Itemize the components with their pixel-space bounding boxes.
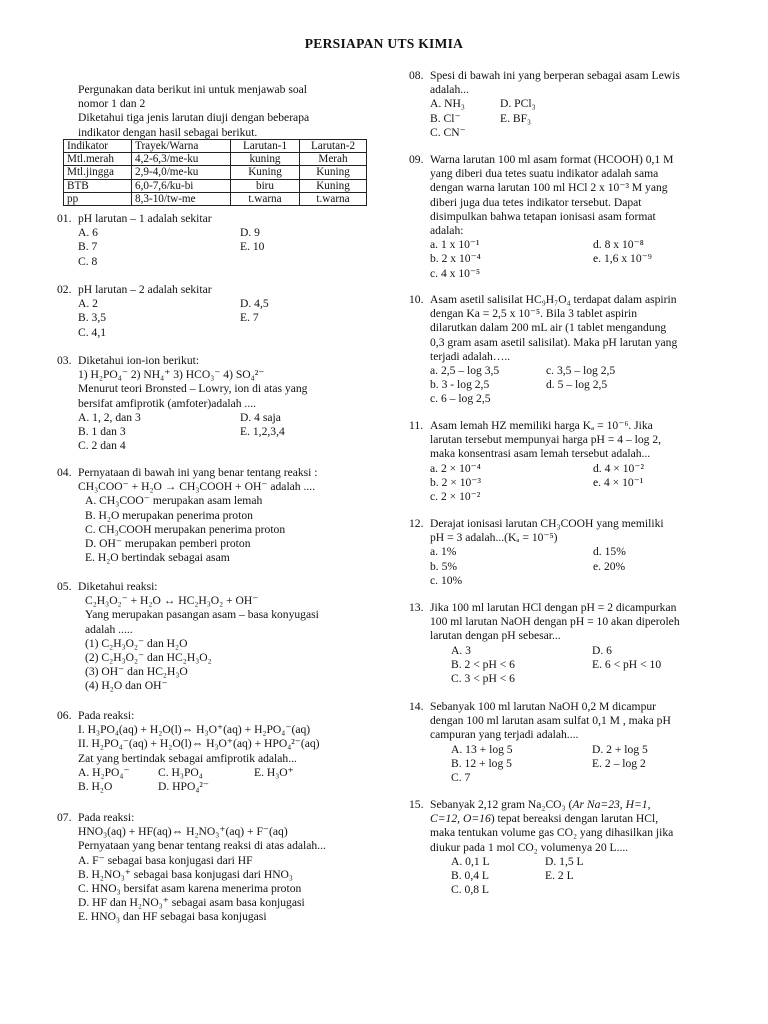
question-text: bersifat amfiprotik (amfoter)adalah .... [78, 396, 257, 410]
table-header: Indikator [64, 140, 132, 153]
question-text: dengan warna larutan 100 ml HCl 2 x 10⁻³ M yang [430, 181, 668, 195]
option-b[interactable]: B. 1 dan 3 [78, 425, 126, 439]
option-d[interactable]: D. PCl₃ [500, 97, 536, 111]
question-number: 07. [57, 811, 72, 824]
question-02 [57, 283, 367, 340]
option-d[interactable]: d. 4 × 10⁻² [593, 461, 644, 475]
question-09 [409, 153, 714, 281]
table-cell: Merah [300, 153, 367, 166]
option-d[interactable]: D. HPO₄²⁻ [158, 780, 210, 794]
option-b[interactable]: B. 2 < pH < 6 [451, 657, 515, 671]
option-b[interactable]: B. 3,5 [78, 311, 107, 325]
question-number: 06. [57, 709, 72, 722]
intro-line: nomor 1 dan 2 [78, 97, 146, 111]
question-text: larutan tersebut mempunyai harga pH = 4 – log 2, [430, 433, 662, 447]
question-text: ) tepat bereaksi dengan larutan HCl, [490, 812, 659, 826]
question-14 [409, 700, 714, 785]
option-c[interactable]: c. 4 x 10⁻⁵ [430, 266, 481, 280]
option-b[interactable]: b. 2 × 10⁻³ [430, 475, 481, 489]
option-a[interactable]: A. 6 [78, 226, 98, 240]
question-number: 09. [409, 153, 424, 166]
option-e[interactable]: E. H₂O bertindak sebagai asam [85, 551, 230, 565]
table-cell: Mtl.jingga [64, 166, 132, 179]
question-text: maka tentukan volume gas CO₂ yang dihasilkan jika [430, 826, 674, 840]
option-a[interactable]: A. 0,1 L [451, 854, 490, 868]
question-text: disimpulkan bahwa tetapan ionisasi asam format [430, 209, 656, 223]
reaction-equation: C₂H₃O₂⁻ + H₂O ↔ HC₂H₃O₂ + OH⁻ [85, 594, 259, 608]
table-cell: pp [64, 192, 132, 205]
option-c[interactable]: C. 4,1 [78, 325, 107, 339]
reaction-equation: HNO₃(aq) + HF(aq)⇔ H₂NO₃⁺(aq) + F⁻(aq) [78, 825, 288, 839]
option-b[interactable]: B. H₂O merupakan penerima proton [85, 508, 253, 522]
question-08 [409, 69, 714, 140]
table-cell: 6,0-7,6/ku-bi [132, 179, 231, 192]
question-stem: pH larutan – 2 adalah sekitar [78, 283, 212, 296]
option-b[interactable]: B. 12 + log 5 [451, 756, 512, 770]
question-text: 0,3 gram asam asetil salisilat). Maka pH larutan yang [430, 335, 678, 349]
question-text: terjadi adalah….. [430, 349, 511, 363]
table-cell: Kuning [300, 179, 367, 192]
question-text: adalah: [430, 224, 464, 238]
table-cell: Kuning [300, 166, 367, 179]
question-stem: Jika 100 ml larutan HCl dengan pH = 2 dicampurkan [430, 601, 677, 614]
option-a[interactable]: A. 13 + log 5 [451, 742, 513, 756]
option-d[interactable]: D. 2 + log 5 [592, 742, 648, 756]
question-text: 100 ml larutan NaOH dengan pH = 10 akan diperoleh [430, 615, 680, 629]
question-text: adalah ..... [85, 622, 133, 636]
intro-line: Pergunakan data berikut ini untuk menjawab soal [78, 83, 308, 96]
option-a[interactable]: A. NH₃ [430, 97, 465, 111]
option-a[interactable]: A. 1, 2, dan 3 [78, 410, 141, 424]
question-number: 03. [57, 354, 72, 367]
option-b[interactable]: b. 5% [430, 559, 458, 573]
option-b[interactable]: b. 2 x 10⁻⁴ [430, 252, 481, 266]
option-e[interactable]: e. 4 × 10⁻¹ [593, 475, 644, 489]
question-07 [57, 811, 367, 925]
question-stem: Derajat ionisasi larutan CH₃COOH yang memiliki [430, 517, 664, 530]
question-number: 02. [57, 283, 72, 296]
table-cell: Mtl.merah [64, 153, 132, 166]
option-c[interactable]: C. HNO₃ bersifat asam karena menerima proton [78, 882, 302, 896]
reaction-1: I. H₃PO₄(aq) + H₂O(l)⇔ H₃O⁺(aq) + H₂PO₄⁻(aq) [78, 723, 311, 737]
option-a[interactable]: a. 1 x 10⁻¹ [430, 238, 480, 252]
question-text: Zat yang bertindak sebagai amfiprotik adalah... [78, 751, 297, 765]
question-stem: Asam asetil salisilat HC₉H₇O₄ terdapat dalam aspirin [430, 293, 677, 306]
question-stem: Pada reaksi: [78, 811, 135, 824]
question-06 [57, 709, 367, 794]
option-d[interactable]: D. 9 [240, 226, 260, 240]
option-d[interactable]: D. 6 [592, 643, 612, 657]
option-e[interactable]: E. HNO₃ dan HF sebagai basa konjugasi [78, 910, 267, 924]
option-a[interactable]: a. 1% [430, 545, 457, 559]
option-e[interactable]: E. 7 [240, 311, 259, 325]
option-e[interactable]: E. 2 L [545, 869, 574, 883]
indicator-table [63, 139, 367, 206]
question-text: dengan 100 ml larutan asam sulfat 0,1 M , maka pH [430, 714, 671, 728]
table-cell: BTB [64, 179, 132, 192]
question-text: pH = 3 adalah...(Kₐ = 10⁻⁵) [430, 531, 558, 545]
option-a[interactable]: a. 2,5 – log 3,5 [430, 364, 500, 378]
question-05 [57, 580, 367, 694]
option-d[interactable]: D. HF dan H₂NO₃⁺ sebagai asam basa konjugasi [78, 896, 305, 910]
table-cell: 4,2-6,3/me-ku [132, 153, 231, 166]
option-d[interactable]: D. 1,5 L [545, 854, 584, 868]
question-text: larutan dengan pH sebesar... [430, 629, 561, 643]
option-d[interactable]: d. 5 – log 2,5 [546, 378, 608, 392]
option-c[interactable]: C. CN⁻ [430, 125, 466, 139]
question-text: diukur pada 1 mol CO₂ volumenya 20 L.... [430, 840, 629, 854]
option-a[interactable]: A. CH₃COO⁻ merupakan asam lemah [85, 494, 263, 508]
option-b[interactable]: B. Cl⁻ [430, 111, 461, 125]
option-e[interactable]: E. 2 – log 2 [592, 756, 646, 770]
option-d[interactable]: D. OH⁻ merupakan pemberi proton [85, 537, 251, 551]
option-a[interactable]: A. 2 [78, 297, 98, 311]
option-e[interactable]: e. 20% [593, 559, 626, 573]
option-e[interactable]: E. 6 < pH < 10 [592, 657, 662, 671]
option-b[interactable]: b. 3 - log 2,5 [430, 378, 490, 392]
question-text: dengan Ka = 2,5 x 10⁻⁵. Bila 3 tablet aspirin [430, 307, 637, 321]
question-number: 04. [57, 466, 72, 479]
option-c[interactable]: C. H₃PO₄ [158, 765, 203, 779]
table-row [64, 166, 367, 179]
table-header: Larutan-2 [300, 140, 367, 153]
option-c[interactable]: C. 7 [451, 771, 471, 785]
reaction-2: II. H₂PO₄⁻(aq) + H₂O(l)⇔ H₃O⁺(aq) + HPO₄²⁻(aq) [78, 737, 320, 751]
option-e[interactable]: e. 1,6 x 10⁻⁹ [593, 252, 652, 266]
option-d[interactable]: D. 4 saja [240, 410, 281, 424]
option-d[interactable]: D. 4,5 [240, 297, 269, 311]
option-c[interactable]: c. 3,5 – log 2,5 [546, 364, 616, 378]
option-d[interactable]: d. 8 x 10⁻⁸ [593, 238, 644, 252]
question-text: dilarutkan dalam 200 mL air (1 tablet mengandung [430, 321, 667, 335]
question-stem: Pada reaksi: [78, 709, 135, 722]
table-cell: Kuning [231, 166, 300, 179]
option-b[interactable]: B. 7 [78, 240, 98, 254]
question-03 [57, 354, 367, 453]
table-cell: biru [231, 179, 300, 192]
option-c[interactable]: C. 0,8 L [451, 883, 490, 897]
question-number: 05. [57, 580, 72, 593]
question-text: campuran yang terjadi adalah.... [430, 728, 579, 742]
ion-list: 1) H₂PO₄⁻ 2) NH₄⁺ 3) HCO₃⁻ 4) SO₄²⁻ [78, 368, 265, 382]
option-e[interactable]: E. 1,2,3,4 [240, 425, 285, 439]
option-c[interactable]: C. 8 [78, 254, 98, 268]
table-header-row [64, 140, 367, 153]
option-e[interactable]: E. BF₃ [500, 111, 532, 125]
option-a[interactable]: A. 3 [451, 643, 471, 657]
question-number: 14. [409, 700, 424, 713]
question-number: 12. [409, 517, 424, 530]
option-2[interactable]: (2) C₂H₃O₂⁻ dan HC₂H₃O₂ [85, 651, 212, 665]
question-stem: Spesi di bawah ini yang berperan sebagai asam Lewis [430, 69, 680, 82]
question-stem: Sebanyak 2,12 gram Na₂CO₃ ( [430, 798, 573, 811]
question-04 [57, 466, 367, 565]
question-text: Yang merupakan pasangan asam – basa konyugasi [85, 608, 319, 622]
option-e[interactable]: c. 6 – log 2,5 [430, 392, 491, 406]
question-12 [409, 517, 714, 588]
option-c[interactable]: c. 2 × 10⁻² [430, 490, 481, 504]
option-e[interactable]: E. 10 [240, 240, 265, 254]
question-number: 11. [409, 419, 424, 432]
table-cell: t.warna [300, 192, 367, 205]
page-title: PERSIAPAN UTS KIMIA [304, 36, 464, 51]
question-stem: Diketahui ion-ion berikut: [78, 354, 200, 367]
question-text-italic: C=12, O=16 [430, 812, 491, 826]
question-13 [409, 601, 714, 686]
option-a[interactable]: A. F⁻ sebagai basa konjugasi dari HF [78, 853, 253, 867]
question-stem-italic: Ar Na=23, H=1, [572, 798, 651, 811]
question-11 [409, 419, 714, 504]
question-stem: Pernyataan di bawah ini yang benar tentang reaksi : [78, 466, 318, 479]
question-text: yang diberi dua tetes suatu indikator adalah sama [430, 167, 659, 181]
question-15 [409, 798, 714, 897]
option-b[interactable]: B. H₂NO₃⁺ sebagai basa konjugasi dari HNO₃ [78, 867, 293, 881]
question-stem: Diketahui reaksi: [78, 580, 158, 593]
option-a[interactable]: A. H₂PO₄⁻ [78, 765, 130, 779]
question-01 [57, 212, 367, 269]
question-number: 13. [409, 601, 424, 614]
question-text: Pernyataan yang benar tentang reaksi di atas adalah... [78, 839, 326, 853]
option-b[interactable]: B. 0,4 L [451, 869, 490, 883]
question-stem: Sebanyak 100 ml larutan NaOH 0,2 M dicampur [430, 700, 657, 713]
question-text: Menurut teori Bronsted – Lowry, ion di atas yang [78, 382, 308, 396]
reaction-equation: CH₃COO⁻ + H₂O → CH₃COOH + OH⁻ adalah .... [78, 480, 316, 494]
option-c[interactable]: C. CH₃COOH merupakan penerima proton [85, 522, 286, 536]
table-cell: kuning [231, 153, 300, 166]
option-c[interactable]: C. 2 dan 4 [78, 439, 126, 453]
option-a[interactable]: a. 2 × 10⁻⁴ [430, 461, 481, 475]
intro-line: indikator dengan hasil sebagai berikut. [78, 125, 258, 139]
question-number: 01. [57, 212, 72, 225]
table-row [64, 192, 367, 205]
question-text: adalah... [430, 83, 469, 97]
option-1[interactable]: (1) C₂H₃O₂⁻ dan H₂O [85, 636, 188, 650]
option-c[interactable]: C. 3 < pH < 6 [451, 672, 515, 686]
table-cell: 2,9-4,0/me-ku [132, 166, 231, 179]
option-b[interactable]: B. H₂O [78, 780, 113, 794]
question-stem: Asam lemah HZ memiliki harga Kₐ = 10⁻⁶. Jika [430, 419, 653, 432]
table-cell: t.warna [231, 192, 300, 205]
question-text: diberi juga dua tetes indikator tersebut. Dapat [430, 195, 642, 209]
table-header: Trayek/Warna [132, 140, 231, 153]
question-text: maka konsentrasi asam lemah tersebut adalah... [430, 447, 651, 461]
option-4[interactable]: (4) H₂O dan OH⁻ [85, 679, 168, 693]
question-10 [409, 293, 714, 407]
option-d[interactable]: d. 15% [593, 545, 626, 559]
option-3[interactable]: (3) OH⁻ dan HC₂H₃O [85, 665, 188, 679]
question-number: 10. [409, 293, 424, 306]
question-stem: Warna larutan 100 ml asam format (HCOOH) 0,1 M [430, 153, 674, 166]
table-row [64, 153, 367, 166]
intro-line: Diketahui tiga jenis larutan diuji dengan beberapa [78, 111, 310, 125]
option-c[interactable]: c. 10% [430, 573, 463, 587]
table-cell: 8,3-10/tw-me [132, 192, 231, 205]
option-e[interactable]: E. H₃O⁺ [254, 765, 294, 779]
question-number: 15. [409, 798, 424, 811]
question-stem: pH larutan – 1 adalah sekitar [78, 212, 212, 225]
table-row [64, 179, 367, 192]
question-number: 08. [409, 69, 424, 82]
intro [78, 83, 362, 140]
table-header: Larutan-1 [231, 140, 300, 153]
